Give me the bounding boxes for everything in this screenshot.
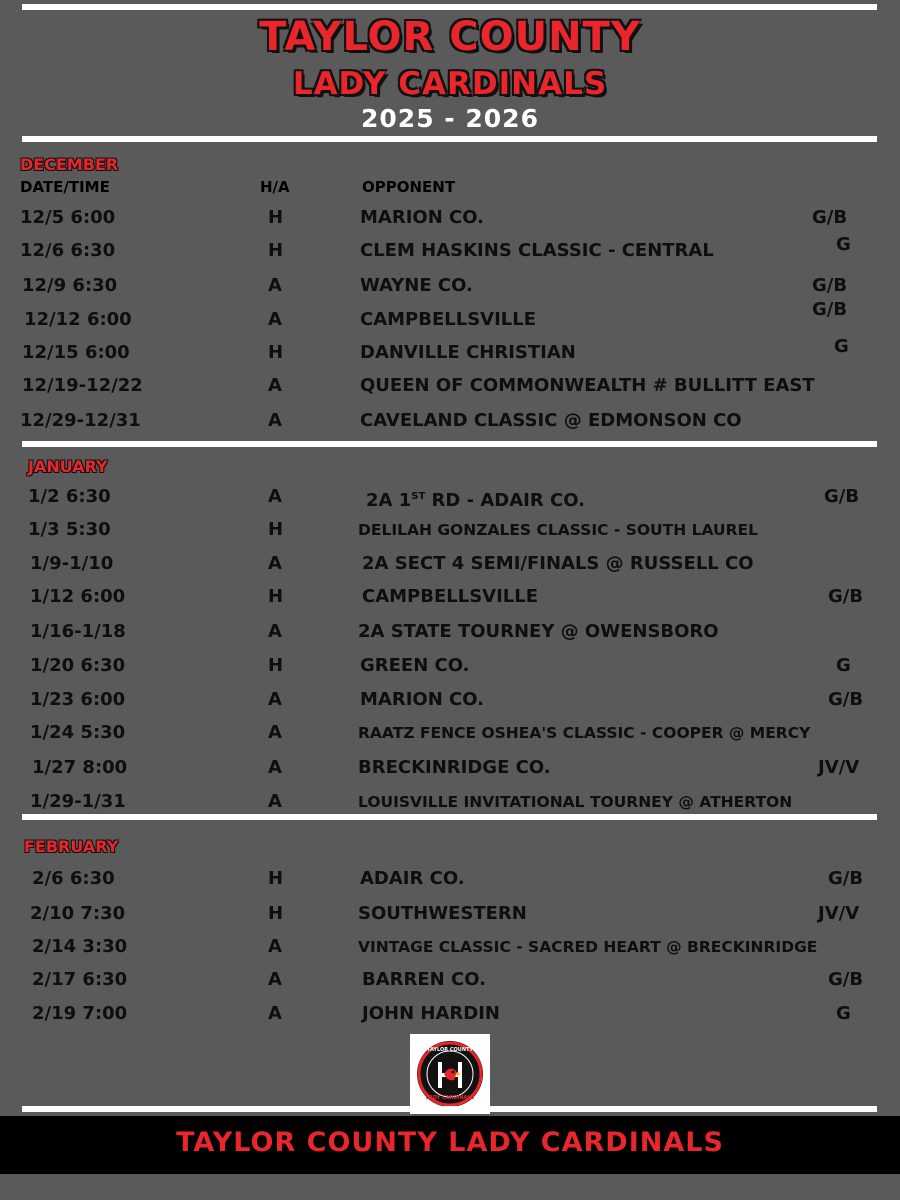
opponent-name: LOUISVILLE INVITATIONAL TOURNEY @ ATHERTON: [358, 793, 793, 811]
opponent-name: DANVILLE CHRISTIAN: [360, 342, 576, 363]
home-away: H: [268, 519, 284, 540]
game-date: 1/12 6:00: [30, 586, 126, 607]
logo-text-top: TAYLOR COUNTY: [426, 1047, 474, 1053]
home-away: H: [268, 240, 284, 261]
opponent-name: GREEN CO.: [360, 655, 470, 676]
opponent-name: SOUTHWESTERN: [358, 903, 527, 924]
home-away: H: [268, 342, 284, 363]
game-date: 1/23 6:00: [30, 689, 126, 710]
team-level: G/B: [824, 486, 860, 507]
home-away: A: [268, 1003, 282, 1024]
game-date: 12/19-12/22: [22, 375, 143, 396]
month-label-january: JANUARY: [28, 457, 108, 476]
team-logo: [410, 1034, 490, 1114]
page-title: TAYLOR COUNTY: [259, 14, 641, 60]
home-away: H: [268, 868, 284, 889]
home-away: A: [268, 275, 282, 296]
team-level: G/B: [828, 586, 864, 607]
game-date: 12/5 6:00: [20, 207, 116, 228]
home-away: H: [268, 655, 284, 676]
home-away: A: [268, 757, 282, 778]
game-date: 12/12 6:00: [24, 309, 132, 330]
team-level: G/B: [812, 299, 848, 320]
team-level: G: [836, 655, 851, 676]
opponent-name: CAMPBELLSVILLE: [360, 309, 537, 330]
game-date: 1/20 6:30: [30, 655, 126, 676]
cardinal-logo-icon: [410, 1034, 490, 1114]
home-away: A: [268, 722, 282, 743]
team-level: JV/V: [818, 903, 860, 924]
game-date: 2/14 3:30: [32, 936, 128, 957]
home-away: A: [268, 309, 282, 330]
header-divider: [22, 136, 877, 142]
opponent-name: QUEEN OF COMMONWEALTH # BULLITT EAST: [360, 375, 815, 396]
opponent-name: 2A SECT 4 SEMI/FINALS @ RUSSELL CO: [362, 553, 754, 574]
home-away: A: [268, 936, 282, 957]
home-away: A: [268, 486, 282, 507]
game-date: 1/24 5:30: [30, 722, 126, 743]
month-label-february: FEBRUARY: [24, 837, 119, 856]
game-date: 2/19 7:00: [32, 1003, 128, 1024]
column-header-date: DATE/TIME: [20, 178, 110, 196]
game-date: 1/29-1/31: [30, 791, 126, 812]
team-level: G/B: [812, 207, 848, 228]
team-level: G: [834, 336, 849, 357]
home-away: H: [268, 586, 284, 607]
game-date: 1/3 5:30: [28, 519, 111, 540]
opponent-name: WAYNE CO.: [360, 275, 473, 296]
game-date: 1/27 8:00: [32, 757, 128, 778]
footer-title: TAYLOR COUNTY LADY CARDINALS: [176, 1127, 724, 1158]
home-away: A: [268, 791, 282, 812]
game-date: 2/10 7:30: [30, 903, 126, 924]
opponent-name: CAVELAND CLASSIC @ EDMONSON CO: [360, 410, 742, 431]
january-divider: [22, 814, 877, 820]
opponent-name: MARION CO.: [360, 689, 484, 710]
opponent-name: DELILAH GONZALES CLASSIC - SOUTH LAUREL: [358, 521, 758, 539]
team-level: G: [836, 1003, 851, 1024]
game-date: 2/17 6:30: [32, 969, 128, 990]
game-date: 12/9 6:30: [22, 275, 118, 296]
opponent-name: ADAIR CO.: [360, 868, 465, 889]
game-date: 2/6 6:30: [32, 868, 115, 889]
opponent-name: RAATZ FENCE OSHEA'S CLASSIC - COOPER @ MERCY: [358, 724, 811, 742]
opponent-name: [366, 487, 585, 511]
opponent-suffix: RD - ADAIR CO.: [425, 490, 585, 511]
opponent-name: JOHN HARDIN: [362, 1003, 500, 1024]
team-level: JV/V: [818, 757, 860, 778]
team-level: G/B: [828, 868, 864, 889]
home-away: A: [268, 410, 282, 431]
december-divider: [22, 441, 877, 447]
opponent-name: BARREN CO.: [362, 969, 486, 990]
home-away: H: [268, 903, 284, 924]
season-label: 2025 - 2026: [361, 104, 539, 133]
opponent-name: 2A STATE TOURNEY @ OWENSBORO: [358, 621, 719, 642]
game-date: 12/15 6:00: [22, 342, 130, 363]
logo-text-bottom: LADY CARDINALS: [425, 1095, 475, 1101]
column-header-opponent: OPPONENT: [362, 178, 456, 196]
home-away: A: [268, 553, 282, 574]
home-away: A: [268, 621, 282, 642]
home-away: H: [268, 207, 284, 228]
opponent-prefix: 2A 1: [366, 490, 412, 511]
top-divider: [22, 4, 877, 10]
team-level: G/B: [828, 689, 864, 710]
game-date: 1/16-1/18: [30, 621, 126, 642]
home-away: A: [268, 689, 282, 710]
opponent-name: CAMPBELLSVILLE: [362, 586, 539, 607]
ordinal-suffix: ST: [411, 491, 426, 502]
opponent-name: CLEM HASKINS CLASSIC - CENTRAL: [360, 240, 714, 261]
month-label-december: DECEMBER: [20, 155, 119, 174]
opponent-name: BRECKINRIDGE CO.: [358, 757, 551, 778]
home-away: A: [268, 969, 282, 990]
team-level: G: [836, 234, 851, 255]
page-subtitle: LADY CARDINALS: [292, 66, 608, 102]
team-level: G/B: [812, 275, 848, 296]
team-level: G/B: [828, 969, 864, 990]
footer-divider: [22, 1106, 877, 1112]
home-away: A: [268, 375, 282, 396]
game-date: 1/2 6:30: [28, 486, 111, 507]
game-date: 12/6 6:30: [20, 240, 116, 261]
game-date: 1/9-1/10: [30, 553, 114, 574]
opponent-name: VINTAGE CLASSIC - SACRED HEART @ BRECKINRIDGE: [358, 938, 818, 956]
game-date: 12/29-12/31: [20, 410, 141, 431]
opponent-name: MARION CO.: [360, 207, 484, 228]
column-header-ha: H/A: [260, 178, 290, 196]
